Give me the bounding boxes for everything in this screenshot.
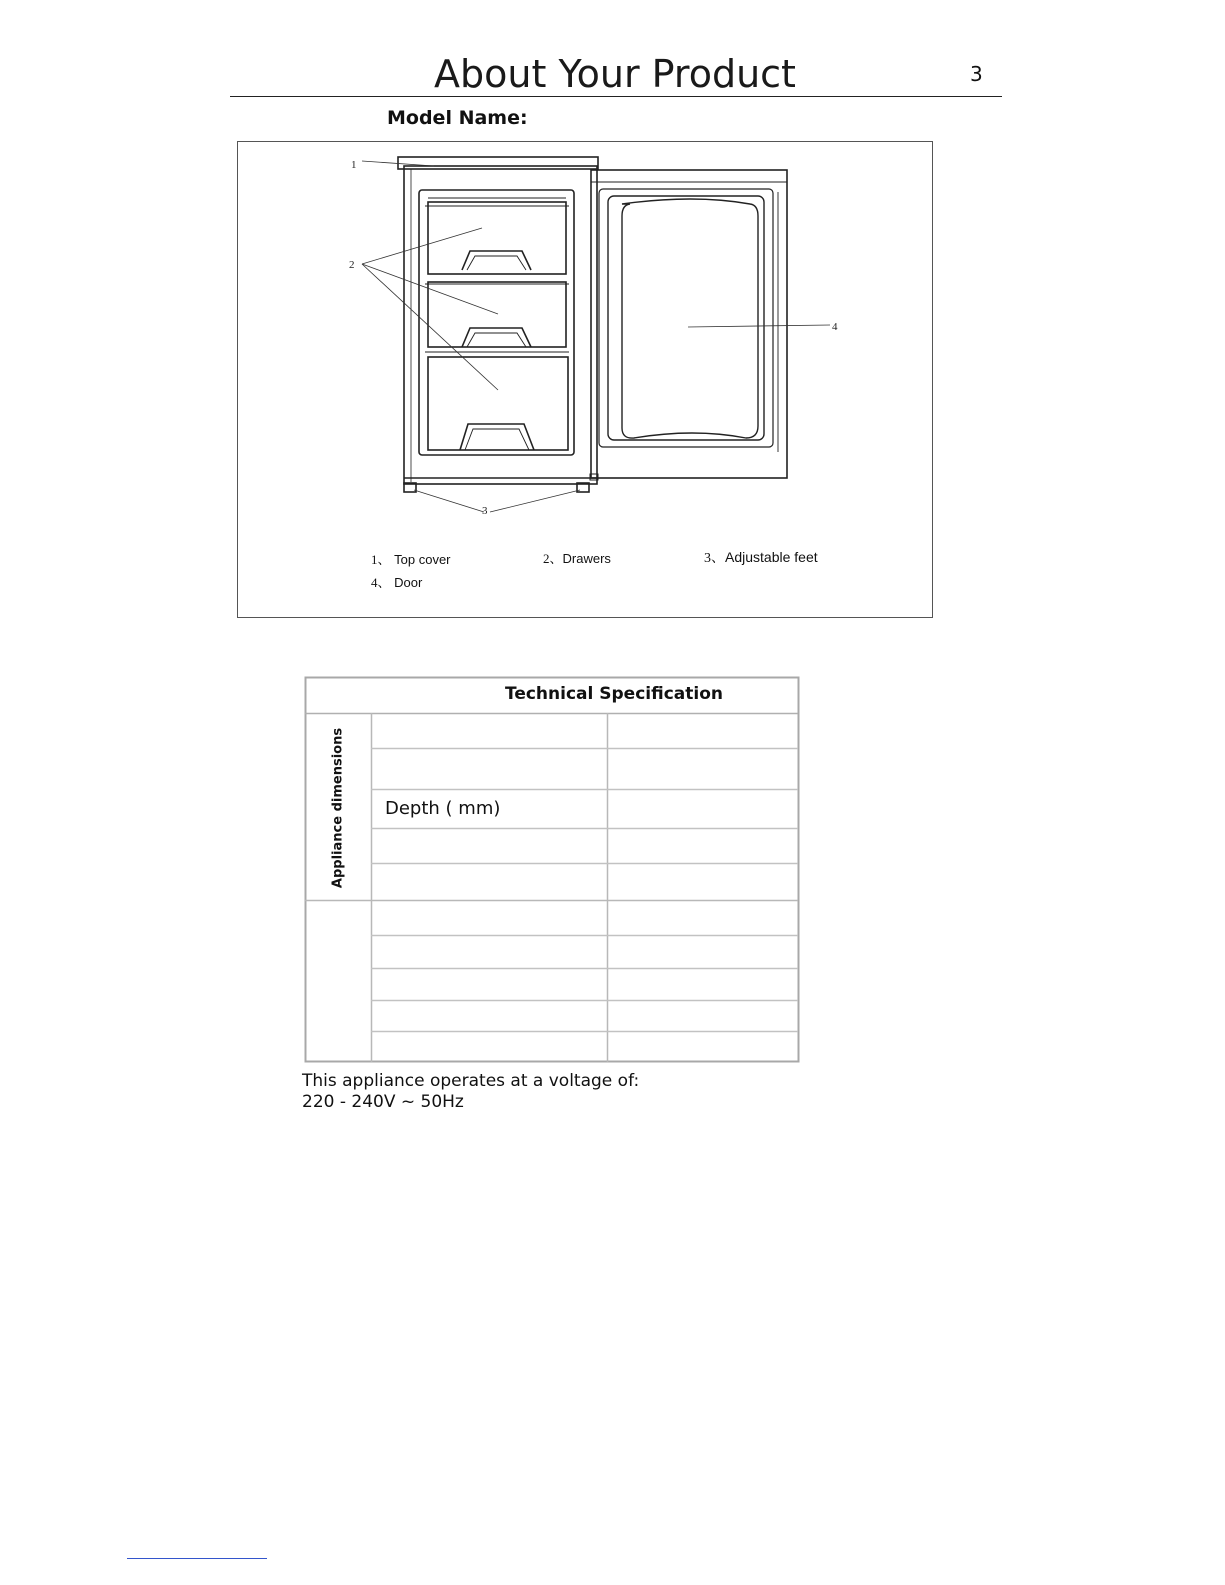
legend-item-door: 4、 Door [371,575,423,590]
voltage-line-1: This appliance operates at a voltage of: [302,1071,640,1091]
voltage-note [302,1071,639,1113]
depth-label: Depth ( mm) [385,798,501,819]
callout-3: 3 [482,505,488,517]
page-number: 3 [970,62,983,86]
voltage-line-2: 220 - 240V ~ 50Hz [302,1092,464,1112]
page-title: About Your Product [434,52,796,96]
legend-item-drawers: 2、Drawers [543,551,611,566]
footnote-rule [127,1558,267,1559]
callout-1: 1 [351,159,357,171]
appliance-dimensions-label: Appliance dimensions [330,727,346,889]
callout-2: 2 [349,259,355,271]
legend-item-top-cover: 1、 Top cover [371,552,451,567]
spec-table-title: Technical Specification [504,684,723,704]
legend-item-adjustable-feet: 3、Adjustable feet [704,549,818,566]
callout-4: 4 [832,321,838,333]
model-name-label: Model Name: [387,107,528,129]
